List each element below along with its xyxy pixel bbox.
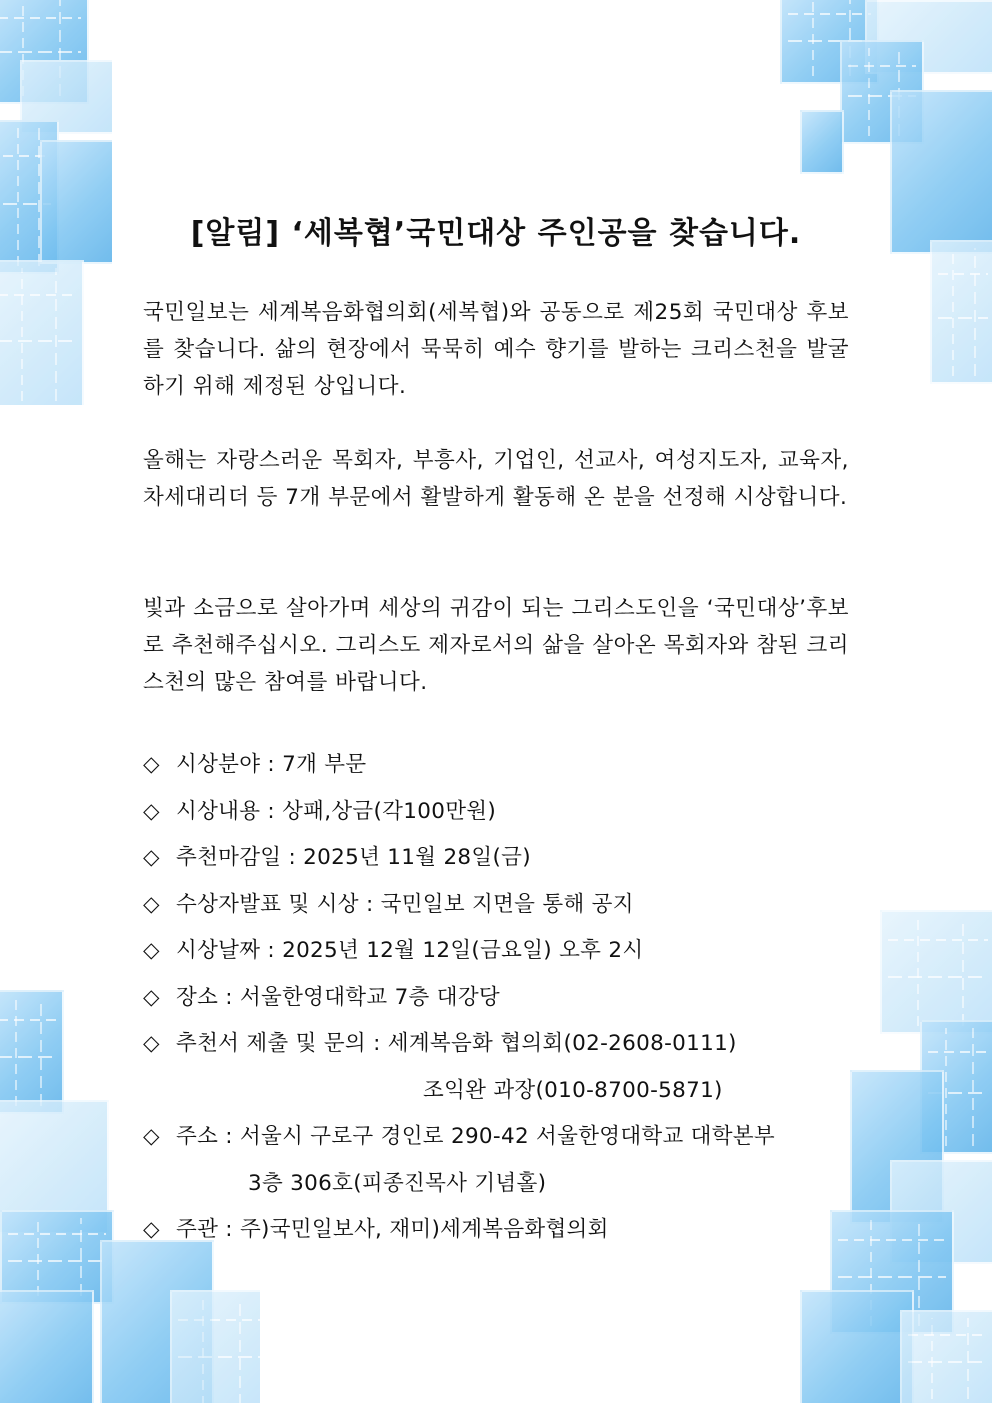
- invitation-paragraph: 빛과 소금으로 살아가며 세상의 귀감이 되는 그리스도인을 ‘국민대상’후보로 추천해주십시오. 그리스도 제자로서의 삶을 살아온 목회자와 참된 크리스천의 많은 참여를 바랍니다.: [143, 596, 849, 695]
- contact-continuation: 조익완 과장(010-8700-5871): [423, 1077, 723, 1103]
- list-item-venue: ◇ 장소 : 서울한영대학교 7층 대강당: [143, 975, 863, 1022]
- diamond-bullet-icon: ◇: [143, 938, 160, 963]
- details-list: [143, 742, 863, 1254]
- list-item-contact: ◇ 추천서 제출 및 문의 : 세계복음화 협의회(02-2608-0111): [143, 1021, 863, 1068]
- diamond-bullet-icon: ◇: [143, 845, 160, 870]
- list-item-deadline: ◇ 추천마감일 : 2025년 11월 28일(금): [143, 835, 863, 882]
- diamond-bullet-icon: ◇: [143, 1124, 160, 1149]
- diamond-bullet-icon: ◇: [143, 891, 160, 917]
- diamond-bullet-icon: ◇: [143, 1217, 160, 1242]
- address-continuation: 3층 306호(피종진목사 기념홀): [248, 1170, 547, 1196]
- list-item-category: ◇ 시상분야 : 7개 부문: [143, 742, 863, 789]
- diamond-bullet-icon: ◇: [143, 1031, 160, 1056]
- diamond-bullet-icon: ◇: [143, 798, 160, 824]
- intro-paragraph: 국민일보는 세계복음화협의회(세복협)와 공동으로 제25회 국민대상 후보를 찾습니다. 삶의 현장에서 묵묵히 예수 향기를 발하는 크리스천을 발굴하기 위해 제정된 상입니다.: [143, 300, 849, 399]
- diamond-bullet-icon: ◇: [143, 984, 160, 1010]
- categories-paragraph: 올해는 자랑스러운 목회자, 부흥사, 기업인, 선교사, 여성지도자, 교육자, 차세대리더 등 7개 부문에서 활발하게 활동해 온 분을 선정해 시상합니다.: [143, 448, 849, 510]
- diamond-bullet-icon: ◇: [143, 752, 160, 777]
- page-title: [알림] ‘세복협’국민대상 주인공을 찾습니다.: [190, 216, 802, 251]
- list-item-prize: ◇ 시상내용 : 상패,상금(각100만원): [143, 789, 863, 836]
- list-item-address: ◇ 주소 : 서울시 구로구 경인로 290-42 서울한영대학교 대학본부: [143, 1114, 863, 1161]
- list-item-organizer: ◇ 주관 : 주)국민일보사, 재미)세계복음화협의회: [143, 1207, 863, 1254]
- top-left-decoration: [0, 0, 112, 405]
- list-item-ceremony-date: ◇ 시상날짜 : 2025년 12월 12일(금요일) 오후 2시: [143, 928, 863, 975]
- list-item-announcement: ◇ 수상자발표 및 시상 : 국민일보 지면을 통해 공지: [143, 882, 863, 929]
